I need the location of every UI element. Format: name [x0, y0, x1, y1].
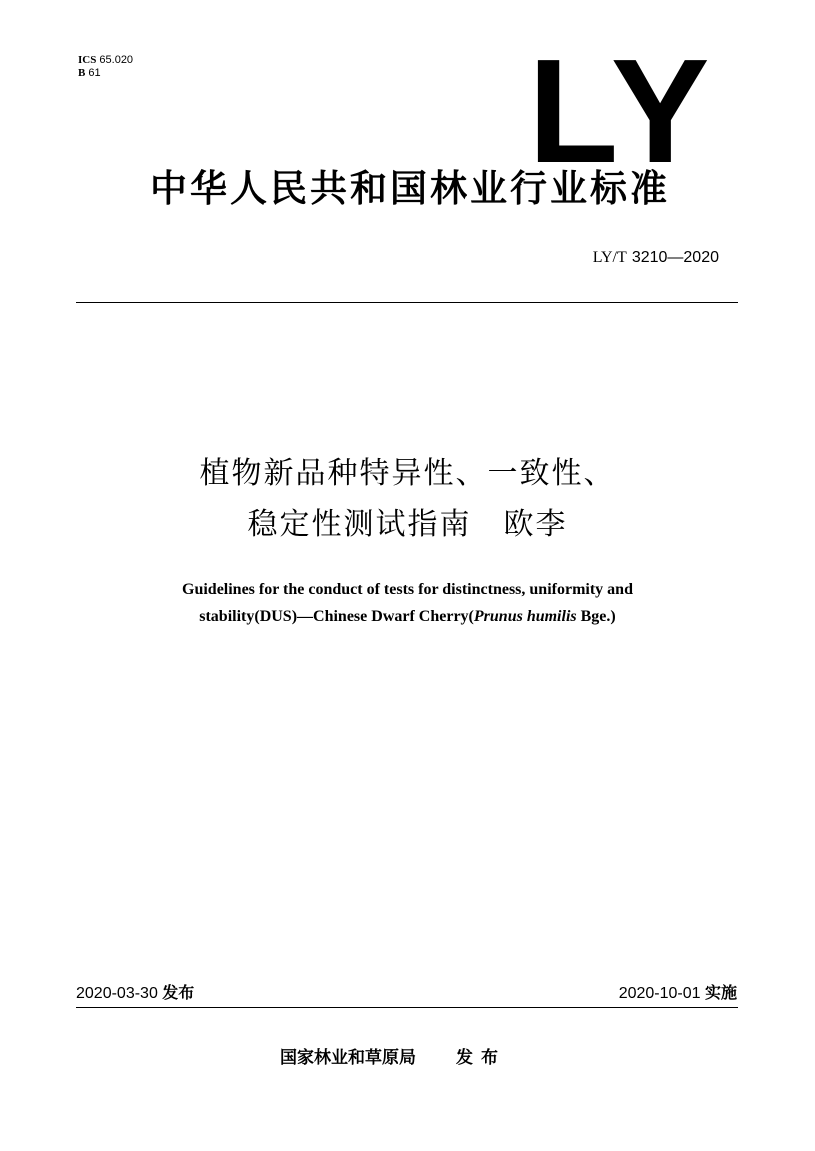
release-date: 2020-03-30 [76, 985, 158, 1002]
english-title-line-2-start: stability(DUS)—Chinese Dwarf Cherry( [199, 608, 474, 625]
standard-number-prefix: LY/T [592, 249, 627, 266]
bottom-divider [76, 1007, 738, 1008]
species-name: Prunus humilis [473, 608, 577, 625]
classification-codes [78, 54, 133, 80]
standard-number-value: 3210—2020 [631, 249, 719, 266]
issuer-name: 国家林业和草原局 [280, 1048, 416, 1068]
ccs-label: B [78, 67, 86, 79]
effective-date-line [619, 983, 737, 1004]
english-title-line-2-end: Bge.) [576, 608, 616, 625]
ccs-code [78, 67, 133, 80]
top-divider [76, 302, 738, 303]
standard-number [593, 247, 719, 268]
issuer-verb: 发布 [456, 1048, 506, 1068]
chinese-title-line-2: 稳定性测试指南 欧李 [247, 507, 568, 542]
chinese-title-line-1: 植物新品种特异性、一致性、 [199, 456, 616, 491]
standard-logo: LY [528, 29, 716, 194]
release-label: 发布 [162, 983, 195, 1002]
ccs-value: 61 [88, 67, 101, 79]
english-title-line-2 [60, 604, 755, 630]
issuing-authority [280, 1046, 506, 1070]
effective-date: 2020-10-01 [618, 985, 701, 1002]
ics-label: ICS [78, 54, 97, 66]
release-date-line [76, 983, 194, 1004]
standard-type-heading: 中华人民共和国林业行业标准 [150, 167, 670, 210]
english-title-line-1: Guidelines for the conduct of tests for distinctness, uniformity and [182, 581, 633, 598]
ics-value: 65.020 [99, 54, 134, 66]
effective-label: 实施 [704, 983, 737, 1002]
ics-code [78, 54, 133, 67]
